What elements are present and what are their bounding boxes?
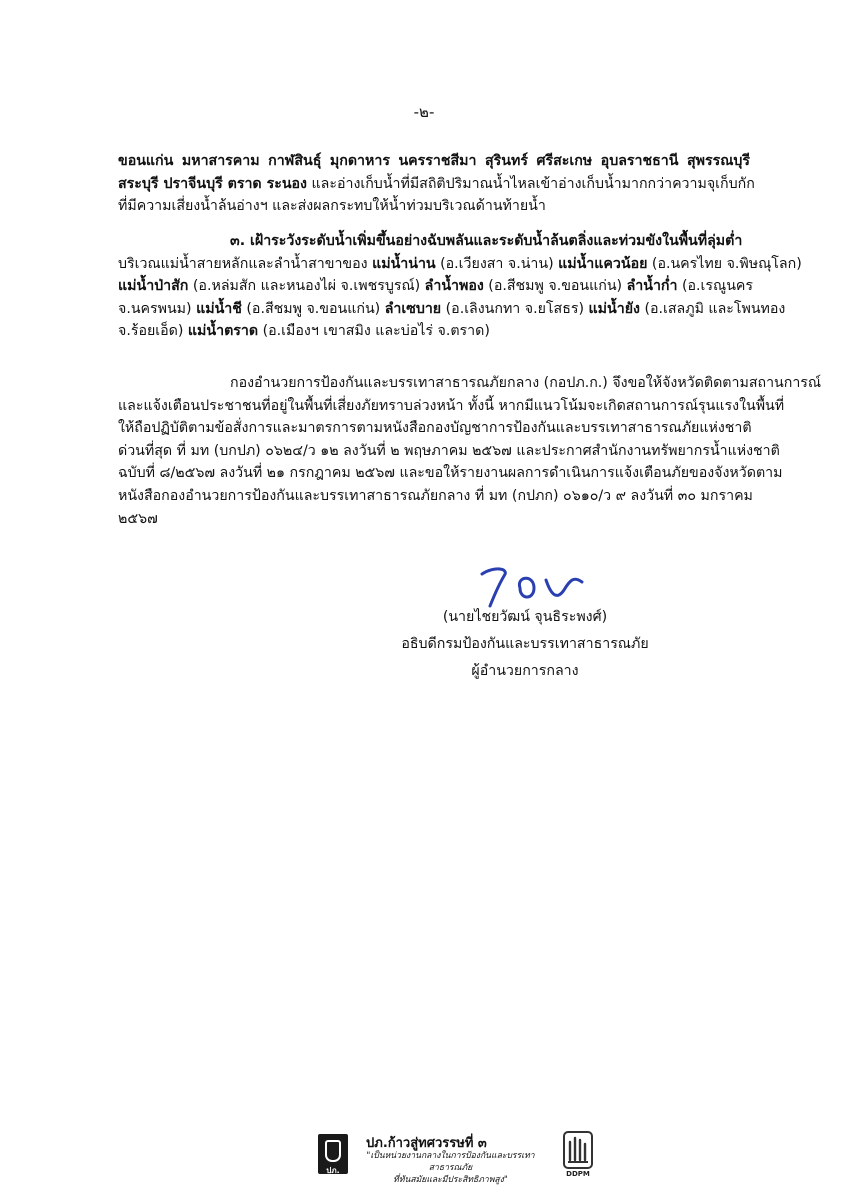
para3-line2: และแจ้งเตือนประชาชนที่อยู่ในพื้นที่เสี่ยงภัยทราบล่วงหน้า ทั้งนี้ หากมีแนวโน้มจะเกิดสถานการณ์รุนแรงในพื้นที่ [118,397,785,414]
signer-name: (นายไชยวัฒน์ จุนธิระพงศ์) [442,609,608,625]
para3-line3: ให้ถือปฏิบัติตามข้อสั่งการและมาตรการตามหนังสือกองบัญชาการป้องกันและบรรเทาสาธารณภัยแห่งชาติ [118,420,752,437]
river-name: ลำน้ำพอง [424,278,484,295]
signer-role: ผู้อำนวยการกลาง [471,663,579,679]
para3-line7: ๒๕๖๗ [118,510,158,527]
river-name: แม่น้ำตราด [187,323,259,340]
text-segment: (อ.สีชมพู จ.ขอนแก่น) [483,278,627,295]
text-segment: (อ.เมืองฯ เขาสมิง และบ่อไร่ จ.ตราด) [258,323,490,340]
footer-subtitle-line2: ที่ทันสมัยและมีประสิทธิภาพสูง" [393,1175,508,1185]
text-segment: บริเวณแม่น้ำสายหลักและลำน้ำสาขาของ [118,255,373,272]
hand-shape [325,1140,341,1162]
para3-line1: กองอำนวยการป้องกันและบรรเทาสาธารณภัยกลาง (กอปภ.ก.) จึงขอให้จังหวัดติดตามสถานการณ์ [230,375,822,391]
text-segment: (อ.เวียงสา จ.น่าน) [435,255,559,272]
logo-left-label: ปภ. [326,1166,340,1175]
para2-line2 [118,275,754,298]
text-segment: (อ.นครไทย จ.พิษณุโลก) [647,255,802,272]
logo-right-label: DDPM [566,1170,590,1178]
paragraph-instructions [118,372,822,530]
para2-line4 [118,320,750,343]
footer-subtitle-line1: "เป็นหน่วยงานกลางในการป้องกันและบรรเทาสาธารณภัย [366,1151,535,1173]
river-name: แม่น้ำชี [196,300,242,317]
text-segment: (อ.หล่มสัก และหนองไผ่ จ.เพชรบูรณ์) [188,278,425,295]
para2-line1 [118,253,802,276]
para3-line4: ด่วนที่สุด ที่ มท (บกปภ) ๐๖๒๔/ว ๑๒ ลงวันที่ ๒ พฤษภาคม ๒๕๖๗ และประกาศสำนักงานทรัพยากรน้ำแห่งชาติ [118,442,780,459]
footer-title: ปภ.ก้าวสู่ทศวรรษที่ ๓ [366,1136,487,1151]
footer-banner [318,1128,608,1184]
page-number: -๒- [413,103,435,121]
para2-line3 [118,298,786,321]
river-name: แม่น้ำยัง [588,300,640,317]
text-segment: จ.นครพนม) [118,300,197,317]
footer-subtitle [358,1150,543,1186]
para1-line2-bold: สระบุรี ปราจีนบุรี ตราด ระนอง [118,175,307,192]
para3-line6: หนังสือกองอำนวยการป้องกันและบรรเทาสาธารณภัยกลาง ที่ มท (กปภก) ๐๖๑๐/ว ๙ ลงวันที่ ๓๐ มกราคม [118,487,753,504]
signer-title: อธิบดีกรมป้องกันและบรรเทาสาธารณภัย [401,636,649,652]
para3-line5: ฉบับที่ ๘/๒๕๖๗ ลงวันที่ ๒๑ กรกฎาคม ๒๕๖๗ และขอให้รายงานผลการดำเนินการแจ้งเตือนภัยของจังหวัดตาม [118,465,783,482]
river-name: ลำน้ำก่ำ [626,278,678,295]
para1-line2-rest: และอ่างเก็บน้ำที่มีสถิติปริมาณน้ำไหลเข้าอ่างเก็บน้ำมากกว่าความจุเก็บกัก [306,175,755,192]
para1-line3: ที่มีความเสี่ยงน้ำล้นอ่างฯ และส่งผลกระทบให้น้ำท่วมบริเวณด้านท้ายน้ำ [118,198,546,215]
dpm-hand-logo-icon [318,1134,348,1174]
river-name: แม่น้ำแควน้อย [558,255,648,272]
text-segment: (อ.เสลภูมิ และโพนทอง [639,300,786,317]
para1-line1: ขอนแก่น มหาสารคาม กาฬสินธุ์ มุกดาหาร นครราชสีมา สุรินทร์ ศรีสะเกษ อุบลราชธานี สุพรรณบุรี [118,153,750,169]
river-name: ลำเซบาย [384,300,442,317]
text-segment: (อ.เรณูนคร [677,278,754,295]
handwritten-signature [476,562,588,610]
para1-line2 [118,173,755,196]
text-segment: (อ.สีชมพู จ.ขอนแก่น) [241,300,385,317]
river-name: แม่น้ำน่าน [372,255,436,272]
paragraph-rivers [118,230,802,343]
text-segment: จ.ร้อยเอ็ด) [118,323,188,340]
paragraph-provinces [118,150,755,218]
signature-block [370,604,680,685]
para2-heading: ๓. เฝ้าระวังระดับน้ำเพิ่มขึ้นอย่างฉับพลันและระดับน้ำล้นตลิ่งและท่วมขังในพื้นที่ลุ่มต่ำ [230,233,743,249]
river-name: แม่น้ำป่าสัก [118,278,189,295]
text-segment: (อ.เลิงนกทา จ.ยโสธร) [441,300,589,317]
